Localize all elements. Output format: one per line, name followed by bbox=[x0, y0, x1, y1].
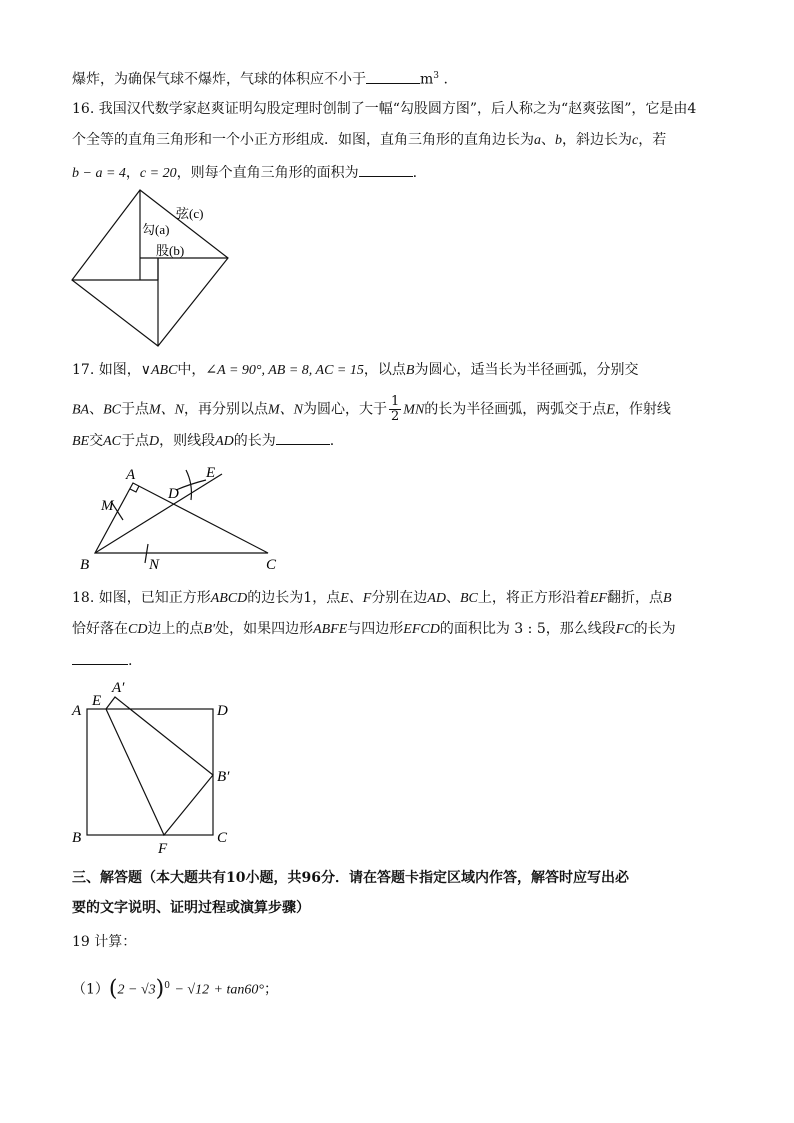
q18-line1: 18. 如图，已知正方形ABCD的边长为1，点E、F分别在边AD、BC上，将正方形沿着EF翻折，点B bbox=[72, 590, 672, 606]
label-e: E bbox=[206, 465, 216, 481]
label-d: D bbox=[217, 703, 228, 719]
folded-part bbox=[106, 697, 213, 835]
label-c: C bbox=[266, 557, 277, 573]
label-aprime: A′ bbox=[112, 680, 125, 696]
label-a: A bbox=[72, 703, 82, 719]
q19-part1: $(1)(2 - √3)^0 - √12 + \tan 60^\circ$； bbox=[72, 976, 278, 1002]
label-b: B bbox=[80, 557, 90, 573]
label-d: D bbox=[168, 486, 179, 502]
label-leg-a: 勾(a) bbox=[142, 222, 170, 237]
label-leg-b: 股(b) bbox=[156, 243, 185, 258]
fraction-half: $\frac{1}{2}$ bbox=[391, 394, 400, 424]
section3-heading-line1: 三、解答题（本大题共有10小题，共96分．请在答题卡指定区域内作答，解答时应写出必 bbox=[72, 870, 629, 886]
label-c: C bbox=[217, 830, 228, 846]
label-b: B bbox=[72, 830, 82, 846]
label-a: A bbox=[126, 467, 136, 483]
q16-line3: b − a = 4，c = 20，则每个直角三角形的面积为 . bbox=[72, 162, 417, 184]
label-f: F bbox=[158, 841, 168, 857]
q17-line1: 17. 如图，∨ABC中，∠A = 90°, AB = 8, AC = 15，以点B为圆心，适当长为半径画弧，分别交 bbox=[72, 362, 639, 378]
continuation-line: 爆炸，为确保气球不爆炸，气球的体积应不小于 $m^3$ . bbox=[72, 66, 448, 90]
square-abcd bbox=[87, 709, 213, 835]
q17-line2: BA、BC于点M、N，再分别以点M、N为圆心，大于 $\frac{1}{2}$ MN的长为半径画弧，两弧交于点E，作射线 bbox=[72, 394, 671, 424]
q17-line3: BE交AC于点D，则线段AD的长为 . bbox=[72, 430, 334, 452]
q18-line3: . bbox=[72, 650, 132, 671]
section3-heading-line2: 要的文字说明、证明过程或演算步骤） bbox=[72, 900, 310, 916]
q16-line1: 16. 我国汉代数学家赵爽证明勾股定理时创制了一幅“勾股圆方图”，后人称之为“赵爽弦图”，它是由4 bbox=[72, 101, 697, 117]
label-bprime: B′ bbox=[217, 769, 230, 785]
label-n: N bbox=[149, 557, 160, 573]
label-m: M bbox=[101, 498, 114, 514]
q18-line2: 恰好落在CD边上的点B′处，如果四边形ABFE与四边形EFCD的面积比为 3 : 5，那么线段FC的长为 bbox=[72, 621, 676, 637]
q16-line2: 个全等的直角三角形和一个小正方形组成．如图，直角三角形的直角边长为a、b，斜边长为c，若 bbox=[72, 132, 667, 148]
q19-title: 19 计算： bbox=[72, 934, 137, 950]
label-e: E bbox=[92, 693, 102, 709]
label-hypotenuse: 弦(c) bbox=[176, 206, 204, 221]
